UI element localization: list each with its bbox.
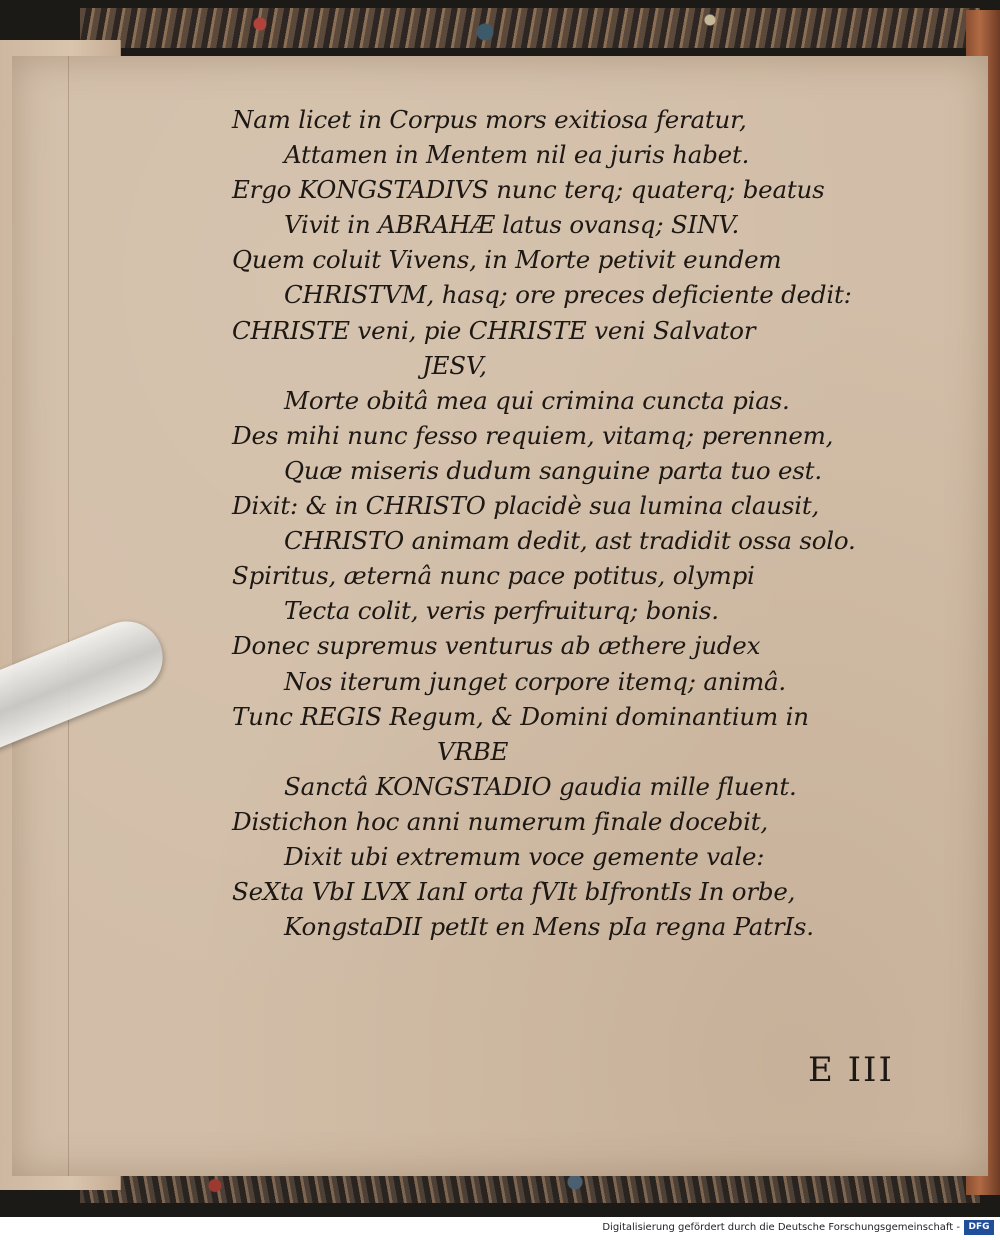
- poem-text: [232, 102, 952, 944]
- text-line: Dixit: & in CHRISTO placidè sua lumina clausit,: [232, 491, 820, 521]
- marbled-board-top: [80, 8, 980, 48]
- text-line: VRBE: [437, 736, 509, 766]
- text-line: Quæ miseris dudum sanguine parta tuo est.: [284, 455, 822, 485]
- text-line: CHRISTVM, hasq; ore preces deficiente dedit:: [284, 280, 852, 310]
- text-line: Nos iterum junget corpore itemq; animâ.: [284, 666, 787, 696]
- text-line: JESV,: [422, 350, 487, 380]
- text-line: Tunc REGIS Regum, & Domini dominantium in: [232, 701, 809, 731]
- text-line: CHRISTE veni, pie CHRISTE veni Salvator: [232, 315, 756, 345]
- text-line: Spiritus, æternâ nunc pace potitus, olympi: [232, 561, 755, 591]
- page-fold-line: [68, 56, 69, 1176]
- text-line: SeXta VbI LVX IanI orta fVIt bIfrontIs In orbe,: [232, 877, 796, 907]
- text-line: Sanctâ KONGSTADIO gaudia mille fluent.: [284, 771, 797, 801]
- text-line: Dixit ubi extremum voce gemente vale:: [284, 841, 765, 871]
- text-line: Distichon hoc anni numerum finale docebit,: [232, 806, 768, 836]
- text-line: Tecta colit, veris perfruiturq; bonis.: [284, 596, 719, 626]
- text-line: Attamen in Mentem nil ea juris habet.: [284, 140, 750, 170]
- text-line: Des mihi nunc fesso requiem, vitamq; perennem,: [232, 420, 834, 450]
- text-line: Morte obitâ mea qui crimina cuncta pias.: [284, 385, 790, 415]
- dfg-logo-icon[interactable]: DFG: [964, 1220, 994, 1235]
- footer-bar: [0, 1217, 1000, 1240]
- text-line: Donec supremus venturus ab æthere judex: [232, 631, 761, 661]
- text-line: Nam licet in Corpus mors exitiosa feratur,: [232, 105, 747, 134]
- catchword-signature: E III: [808, 1050, 894, 1090]
- text-line: Quem coluit Vivens, in Morte petivit eundem: [232, 245, 782, 275]
- text-line: Ergo KONGSTADIVS nunc terq; quaterq; beatus: [232, 175, 825, 205]
- text-line: KongstaDII petIt en Mens pIa regna PatrIs.: [284, 912, 814, 942]
- text-line: CHRISTO animam dedit, ast tradidit ossa solo.: [284, 526, 856, 556]
- funding-credit: Digitalisierung gefördert durch die Deutsche Forschungsgemeinschaft -: [602, 1222, 960, 1233]
- text-line: Vivit in ABRAHÆ latus ovansq; SINV.: [284, 210, 740, 240]
